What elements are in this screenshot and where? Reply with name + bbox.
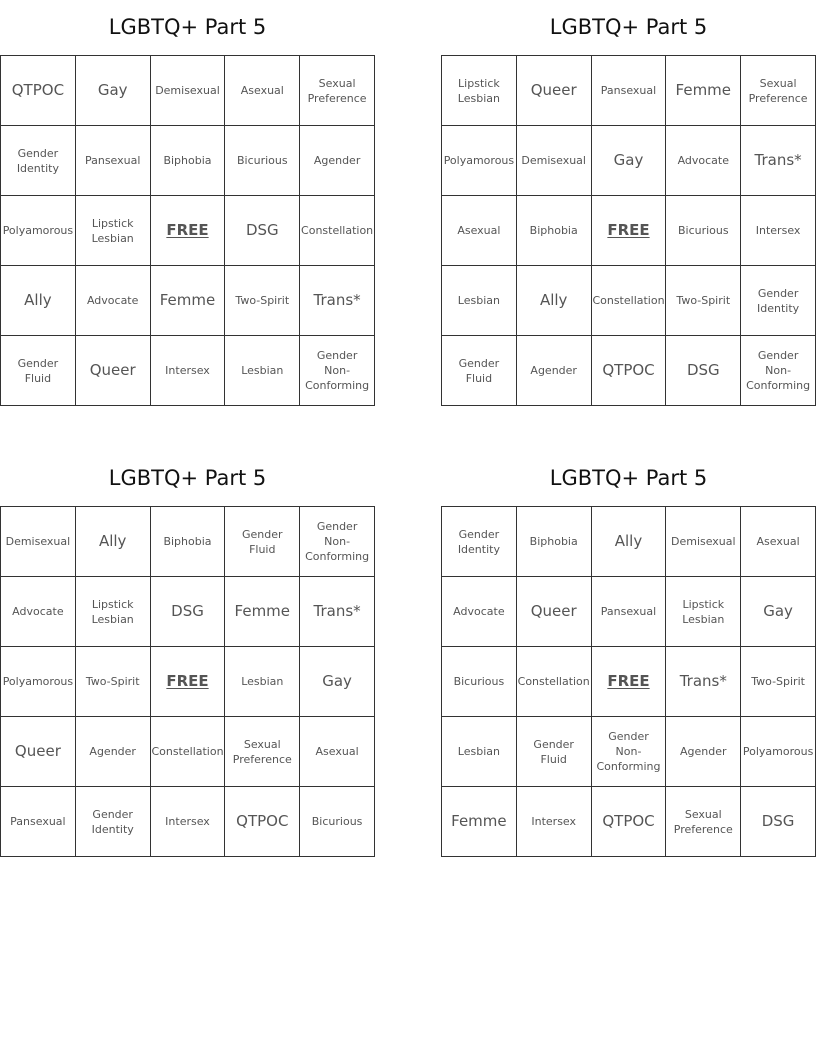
bingo-cell: Asexual (225, 56, 300, 126)
bingo-cell: Demisexual (1, 507, 76, 577)
bingo-cell: Gender Identity (442, 507, 517, 577)
bingo-cell: Ally (517, 266, 592, 336)
bingo-cell: Gay (741, 577, 816, 647)
bingo-cell: Pansexual (592, 577, 667, 647)
bingo-cell: Femme (666, 56, 741, 126)
bingo-cell: Advocate (76, 266, 151, 336)
bingo-cell: Lipstick Lesbian (76, 577, 151, 647)
bingo-cell: Demisexual (666, 507, 741, 577)
bingo-cell: Femme (151, 266, 226, 336)
bingo-cell: Gender Non-Conforming (300, 507, 375, 577)
free-space: FREE (592, 647, 667, 717)
bingo-grid (441, 506, 816, 857)
bingo-cell: Two-Spirit (666, 266, 741, 336)
bingo-cell: Polyamorous (1, 647, 76, 717)
bingo-cell: Intersex (151, 336, 226, 406)
bingo-cell: Two-Spirit (225, 266, 300, 336)
bingo-cell: Femme (225, 577, 300, 647)
bingo-cell: Gender Identity (1, 126, 76, 196)
bingo-cell: Lipstick Lesbian (442, 56, 517, 126)
bingo-cell: Gay (300, 647, 375, 717)
bingo-cell: Two-Spirit (741, 647, 816, 717)
bingo-cell: Lesbian (225, 647, 300, 717)
bingo-cell: Queer (517, 577, 592, 647)
bingo-cell: Demisexual (517, 126, 592, 196)
bingo-cell: Sexual Preference (741, 56, 816, 126)
bingo-cell: Polyamorous (1, 196, 76, 266)
bingo-cell: QTPOC (592, 336, 667, 406)
bingo-cell: Bicurious (225, 126, 300, 196)
bingo-card-4 (441, 451, 816, 857)
bingo-cell: Gender Non-Conforming (300, 336, 375, 406)
bingo-cell: Pansexual (1, 787, 76, 857)
bingo-cell: Gender Identity (76, 787, 151, 857)
bingo-cell: Agender (666, 717, 741, 787)
bingo-cell: DSG (151, 577, 226, 647)
bingo-cell: Biphobia (517, 507, 592, 577)
bingo-cell: Lipstick Lesbian (76, 196, 151, 266)
bingo-cell: Lesbian (442, 717, 517, 787)
bingo-cell: Asexual (442, 196, 517, 266)
bingo-cell: Femme (442, 787, 517, 857)
bingo-cell: Constellation (592, 266, 667, 336)
bingo-cell: Intersex (517, 787, 592, 857)
bingo-cell: Ally (592, 507, 667, 577)
bingo-cell: Gender Fluid (517, 717, 592, 787)
bingo-cell: Gender Fluid (1, 336, 76, 406)
bingo-cell: Sexual Preference (225, 717, 300, 787)
card-title: LGBTQ+ Part 5 (549, 15, 708, 39)
free-space: FREE (592, 196, 667, 266)
bingo-cell: DSG (666, 336, 741, 406)
bingo-cell: Sexual Preference (300, 56, 375, 126)
bingo-cell: Lipstick Lesbian (666, 577, 741, 647)
bingo-cell: Advocate (442, 577, 517, 647)
bingo-card-1 (0, 0, 375, 406)
bingo-cell: Gender Non-Conforming (741, 336, 816, 406)
bingo-cell: QTPOC (1, 56, 76, 126)
bingo-cell: DSG (225, 196, 300, 266)
bingo-cell: Gender Non-Conforming (592, 717, 667, 787)
bingo-cell: Queer (517, 56, 592, 126)
bingo-cell: Advocate (666, 126, 741, 196)
bingo-cell: Gay (592, 126, 667, 196)
bingo-cell: Pansexual (76, 126, 151, 196)
bingo-cell: Queer (1, 717, 76, 787)
bingo-cell: Bicurious (666, 196, 741, 266)
bingo-cell: Polyamorous (442, 126, 517, 196)
bingo-cell: Asexual (741, 507, 816, 577)
free-space: FREE (151, 647, 226, 717)
bingo-cell: Queer (76, 336, 151, 406)
bingo-cell: Advocate (1, 577, 76, 647)
bingo-cell: Constellation (151, 717, 226, 787)
bingo-cell: Intersex (741, 196, 816, 266)
bingo-cell: Trans* (300, 266, 375, 336)
bingo-cell: DSG (741, 787, 816, 857)
free-space: FREE (151, 196, 226, 266)
bingo-cell: Agender (517, 336, 592, 406)
bingo-cell: Demisexual (151, 56, 226, 126)
bingo-cell: QTPOC (225, 787, 300, 857)
card-title: LGBTQ+ Part 5 (549, 466, 708, 490)
bingo-cell: Lesbian (442, 266, 517, 336)
bingo-cell: Biphobia (151, 507, 226, 577)
bingo-cell: Gender Identity (741, 266, 816, 336)
bingo-cell: Pansexual (592, 56, 667, 126)
bingo-cell: Constellation (300, 196, 375, 266)
bingo-cell: Gender Fluid (442, 336, 517, 406)
bingo-cell: Trans* (300, 577, 375, 647)
bingo-cell: Biphobia (151, 126, 226, 196)
bingo-cell: Asexual (300, 717, 375, 787)
bingo-cell: Intersex (151, 787, 226, 857)
bingo-cell: Polyamorous (741, 717, 816, 787)
bingo-cell: Ally (76, 507, 151, 577)
bingo-card-2 (441, 0, 816, 406)
bingo-card-3 (0, 451, 375, 857)
bingo-cell: Trans* (741, 126, 816, 196)
card-title: LGBTQ+ Part 5 (108, 15, 267, 39)
bingo-cell: Two-Spirit (76, 647, 151, 717)
bingo-cell: Constellation (517, 647, 592, 717)
bingo-cell: Gay (76, 56, 151, 126)
bingo-cell: QTPOC (592, 787, 667, 857)
bingo-cell: Lesbian (225, 336, 300, 406)
bingo-cell: Agender (76, 717, 151, 787)
bingo-cell: Sexual Preference (666, 787, 741, 857)
bingo-cell: Trans* (666, 647, 741, 717)
bingo-cell: Bicurious (300, 787, 375, 857)
bingo-cell: Agender (300, 126, 375, 196)
bingo-grid (0, 55, 375, 406)
bingo-grid (441, 55, 816, 406)
card-title: LGBTQ+ Part 5 (108, 466, 267, 490)
bingo-cell: Ally (1, 266, 76, 336)
bingo-cell: Biphobia (517, 196, 592, 266)
bingo-grid (0, 506, 375, 857)
bingo-cell: Gender Fluid (225, 507, 300, 577)
bingo-cell: Bicurious (442, 647, 517, 717)
